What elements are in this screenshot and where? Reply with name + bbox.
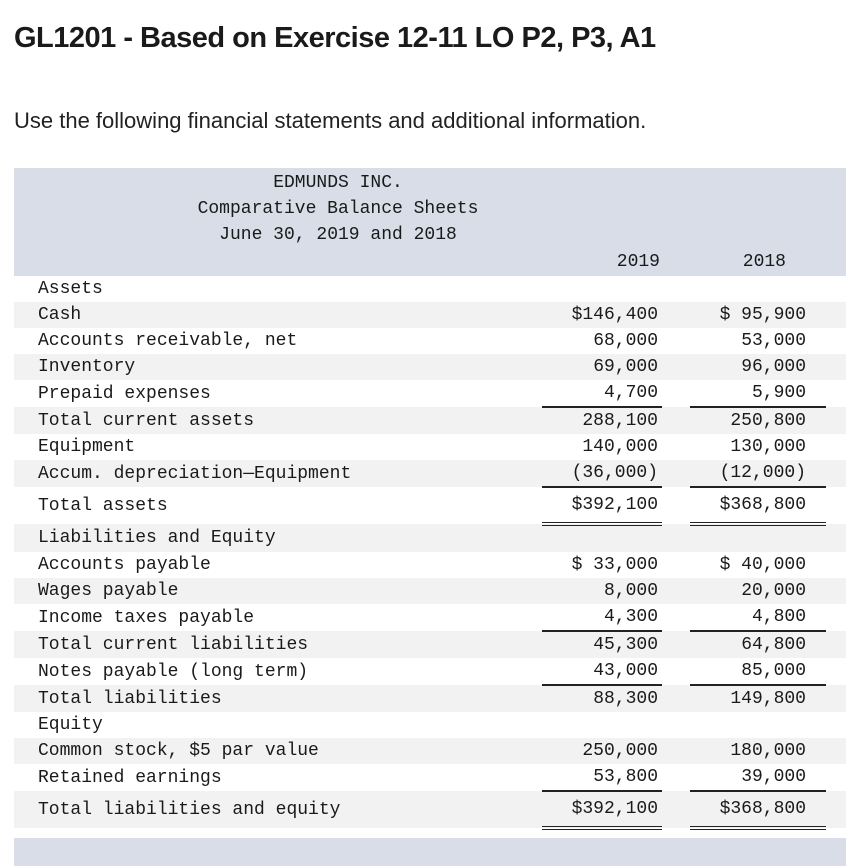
- intro-text: Use the following financial statements and additional information.: [14, 108, 647, 133]
- value-2019: 140,000: [582, 437, 658, 457]
- value-2019: $392,100: [542, 487, 662, 524]
- value-2019: 43,000: [542, 658, 662, 685]
- row-label: Accounts receivable, net: [38, 331, 298, 351]
- row-label: Liabilities and Equity: [14, 524, 542, 552]
- value-2018: 39,000: [690, 764, 826, 791]
- table-row: [14, 685, 846, 712]
- value-2019: $392,100: [542, 791, 662, 828]
- value-2018: 85,000: [690, 658, 826, 685]
- table-row: [14, 524, 846, 552]
- value-2019: $146,400: [542, 302, 662, 328]
- statement-date: June 30, 2019 and 2018: [14, 222, 662, 248]
- value-2018: [690, 712, 826, 738]
- page-title: GL1201 - Based on Exercise 12-11 LO P2, P3, A1: [14, 22, 656, 54]
- value-2019: 45,300: [542, 631, 662, 658]
- value-2018: 5,900: [690, 380, 826, 407]
- table-row: [14, 302, 846, 328]
- row-label: Equipment: [38, 437, 136, 457]
- value-2018: 250,800: [690, 407, 826, 434]
- header-statement-row: [14, 196, 846, 222]
- row-label: Total assets: [38, 495, 168, 516]
- value-2019: 4,700: [542, 380, 662, 407]
- value-2018: $368,800: [690, 791, 826, 828]
- value-2018: 180,000: [690, 738, 826, 764]
- row-label: Retained earnings: [38, 767, 222, 788]
- value-2018: 64,800: [690, 631, 826, 658]
- column-header-row: [14, 248, 846, 276]
- table-row: [14, 407, 846, 434]
- balance-sheet: [14, 168, 846, 830]
- value-2019: $ 33,000: [571, 555, 658, 575]
- value-2019: 53,800: [542, 764, 662, 791]
- value-2018: 4,800: [690, 604, 826, 631]
- row-label: Total liabilities and equity: [14, 791, 542, 828]
- row-label: Accum. depreciation—Equipment: [14, 460, 542, 487]
- header-date-row: [14, 222, 846, 248]
- table-footer-bar: [14, 838, 846, 866]
- table-row: [14, 712, 846, 738]
- row-label: Assets: [38, 279, 103, 299]
- value-2019: 69,000: [542, 354, 662, 380]
- table-row: [14, 631, 846, 658]
- row-label: Common stock, $5 par value: [14, 738, 542, 764]
- header-company-row: [14, 168, 846, 196]
- table-row: [14, 328, 846, 354]
- value-2019: [542, 524, 662, 552]
- balance-sheet-table: [14, 168, 846, 830]
- value-2019: 4,300: [542, 604, 662, 631]
- value-2018: $ 40,000: [719, 555, 806, 575]
- row-label: Prepaid expenses: [38, 383, 211, 404]
- table-row: [14, 487, 846, 524]
- value-2018: 53,000: [741, 331, 806, 351]
- table-row: [14, 380, 846, 407]
- table-row: [14, 791, 846, 828]
- value-2018: 130,000: [730, 437, 806, 457]
- table-row: [14, 354, 846, 380]
- table-row: [14, 658, 846, 685]
- statement-name: Comparative Balance Sheets: [14, 196, 662, 222]
- value-2018: (12,000): [690, 460, 826, 487]
- table-row: [14, 276, 846, 302]
- value-2018: [690, 524, 826, 552]
- value-2018: 96,000: [690, 354, 826, 380]
- table-row: [14, 434, 846, 460]
- value-2019: [542, 712, 662, 738]
- row-label: Total liabilities: [14, 685, 542, 712]
- row-label: Wages payable: [14, 578, 542, 604]
- row-label: Inventory: [14, 354, 542, 380]
- value-2018: 20,000: [690, 578, 826, 604]
- column-header-2018: 2018: [690, 248, 826, 276]
- value-2019: (36,000): [542, 460, 662, 487]
- table-row: [14, 738, 846, 764]
- value-2019: [542, 276, 662, 302]
- table-row: [14, 764, 846, 791]
- value-2019: 68,000: [593, 331, 658, 351]
- row-label: Total current assets: [14, 407, 542, 434]
- value-2019: 88,300: [542, 685, 662, 712]
- value-2018: [690, 276, 826, 302]
- table-row: [14, 604, 846, 631]
- value-2019: 250,000: [542, 738, 662, 764]
- value-2018: 149,800: [690, 685, 826, 712]
- row-label: Cash: [14, 302, 542, 328]
- table-row: [14, 460, 846, 487]
- row-label: Income taxes payable: [38, 607, 255, 628]
- value-2019: 288,100: [542, 407, 662, 434]
- row-label: Total current liabilities: [14, 631, 542, 658]
- company-name: EDMUNDS INC.: [14, 168, 662, 196]
- column-header-2019: 2019: [542, 248, 662, 276]
- value-2018: $ 95,900: [690, 302, 826, 328]
- row-label: Equity: [38, 715, 103, 735]
- value-2018: $368,800: [690, 487, 826, 524]
- table-row: [14, 578, 846, 604]
- table-row: [14, 552, 846, 578]
- value-2019: 8,000: [542, 578, 662, 604]
- row-label: Accounts payable: [38, 555, 211, 575]
- row-label: Notes payable (long term): [38, 661, 309, 682]
